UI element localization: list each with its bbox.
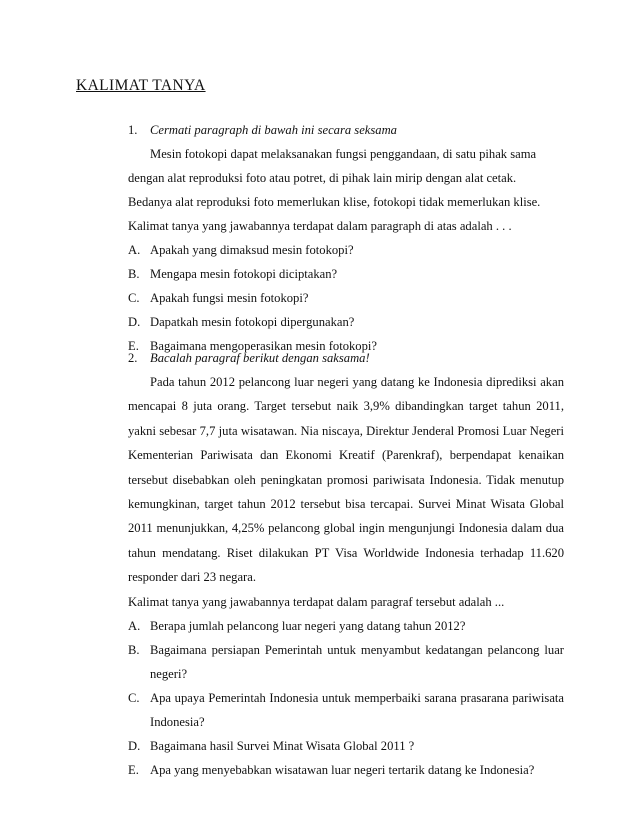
option-text: Apa upaya Pemerintah Indonesia untuk memperbaiki sarana prasarana pariwisata Indonesia? (150, 690, 564, 729)
answer-option-b[interactable] (128, 262, 564, 286)
option-letter: B. (128, 267, 140, 281)
answer-option-c[interactable] (128, 686, 564, 734)
option-letter: E. (128, 762, 139, 777)
answer-option-e[interactable] (128, 758, 564, 782)
paragraph-line: dengan alat reproduksi foto atau potret, di pihak lain mirip dengan alat cetak. (128, 171, 517, 185)
option-text: Bagaimana mengoperasikan mesin fotokopi? (150, 339, 377, 353)
option-letter: C. (128, 291, 140, 305)
paragraph-line: Mesin fotokopi dapat melaksanakan fungsi penggandaan, di satu pihak sama (150, 147, 537, 161)
reading-paragraph: Pada tahun 2012 pelancong luar negeri yang datang ke Indonesia diprediksi akan mencapai 8 juta orang. Target tersebut naik 3,9% dibandingkan target tahun 2011, yakni sebesar 7,7 juta wisatawan. Nia niscaya, Direktur Jenderal Promosi Luar Negeri Kementerian Pariwisata dan Ekonomi Kreatif (Parenkraf), berpendapat kenaikan tersebut disebabkan oleh peningkatan promosi pariwisata Indonesia. Tidak menutup kemungkinan, target tahun 2012 tersebut bisa tercapai. Survei Minat Wisata Global 2011 menunjukkan, 4,25% pelancong global ingin mengunjungi Indonesia dalam dua tahun mendatang. Riset dilakukan PT Visa Worldwide Indonesia terhadap 11.620 responder dari 23 negara. (128, 375, 564, 585)
question-prompt: Kalimat tanya yang jawabannya terdapat dalam paragraf tersebut adalah ... (128, 594, 505, 609)
question-2 (128, 346, 564, 782)
option-text: Apa yang menyebabkan wisatawan luar negeri tertarik datang ke Indonesia? (150, 762, 535, 777)
answer-option-d[interactable] (128, 310, 564, 334)
answer-option-a[interactable] (128, 238, 564, 262)
answer-option-b[interactable] (128, 638, 564, 686)
option-text: Dapatkah mesin fotokopi dipergunakan? (150, 315, 355, 329)
question-header (128, 346, 564, 370)
option-letter: A. (128, 618, 141, 633)
option-text: Bagaimana persiapan Pemerintah untuk menyambut kedatangan pelancong luar negeri? (150, 642, 564, 681)
page-title: KALIMAT TANYA (76, 77, 206, 94)
answer-option-d[interactable] (128, 734, 564, 758)
option-text: Apakah fungsi mesin fotokopi? (150, 291, 309, 305)
question-number: 1. (128, 123, 138, 137)
option-letter: C. (128, 690, 140, 705)
question-prompt: Kalimat tanya yang jawabannya terdapat dalam paragraph di atas adalah . . . (128, 219, 512, 233)
question-header (128, 118, 564, 142)
option-letter: A. (128, 243, 141, 257)
question-instruction: Cermati paragraph di bawah ini secara seksama (150, 123, 397, 137)
paragraph-line: Bedanya alat reproduksi foto memerlukan klise, fotokopi tidak memerlukan klise. (128, 195, 541, 209)
option-text: Apakah yang dimaksud mesin fotokopi? (150, 243, 354, 257)
question-instruction: Bacalah paragraf berikut dengan saksama! (150, 351, 370, 365)
option-letter: D. (128, 315, 141, 329)
option-text: Mengapa mesin fotokopi diciptakan? (150, 267, 338, 281)
answer-option-c[interactable] (128, 286, 564, 310)
option-letter: D. (128, 738, 141, 753)
question-number: 2. (128, 351, 138, 365)
answer-option-a[interactable] (128, 614, 564, 638)
question-1 (128, 118, 564, 358)
option-letter: E. (128, 339, 139, 353)
option-text: Berapa jumlah pelancong luar negeri yang datang tahun 2012? (150, 618, 466, 633)
option-letter: B. (128, 642, 140, 657)
option-text: Bagaimana hasil Survei Minat Wisata Global 2011 ? (150, 738, 415, 753)
